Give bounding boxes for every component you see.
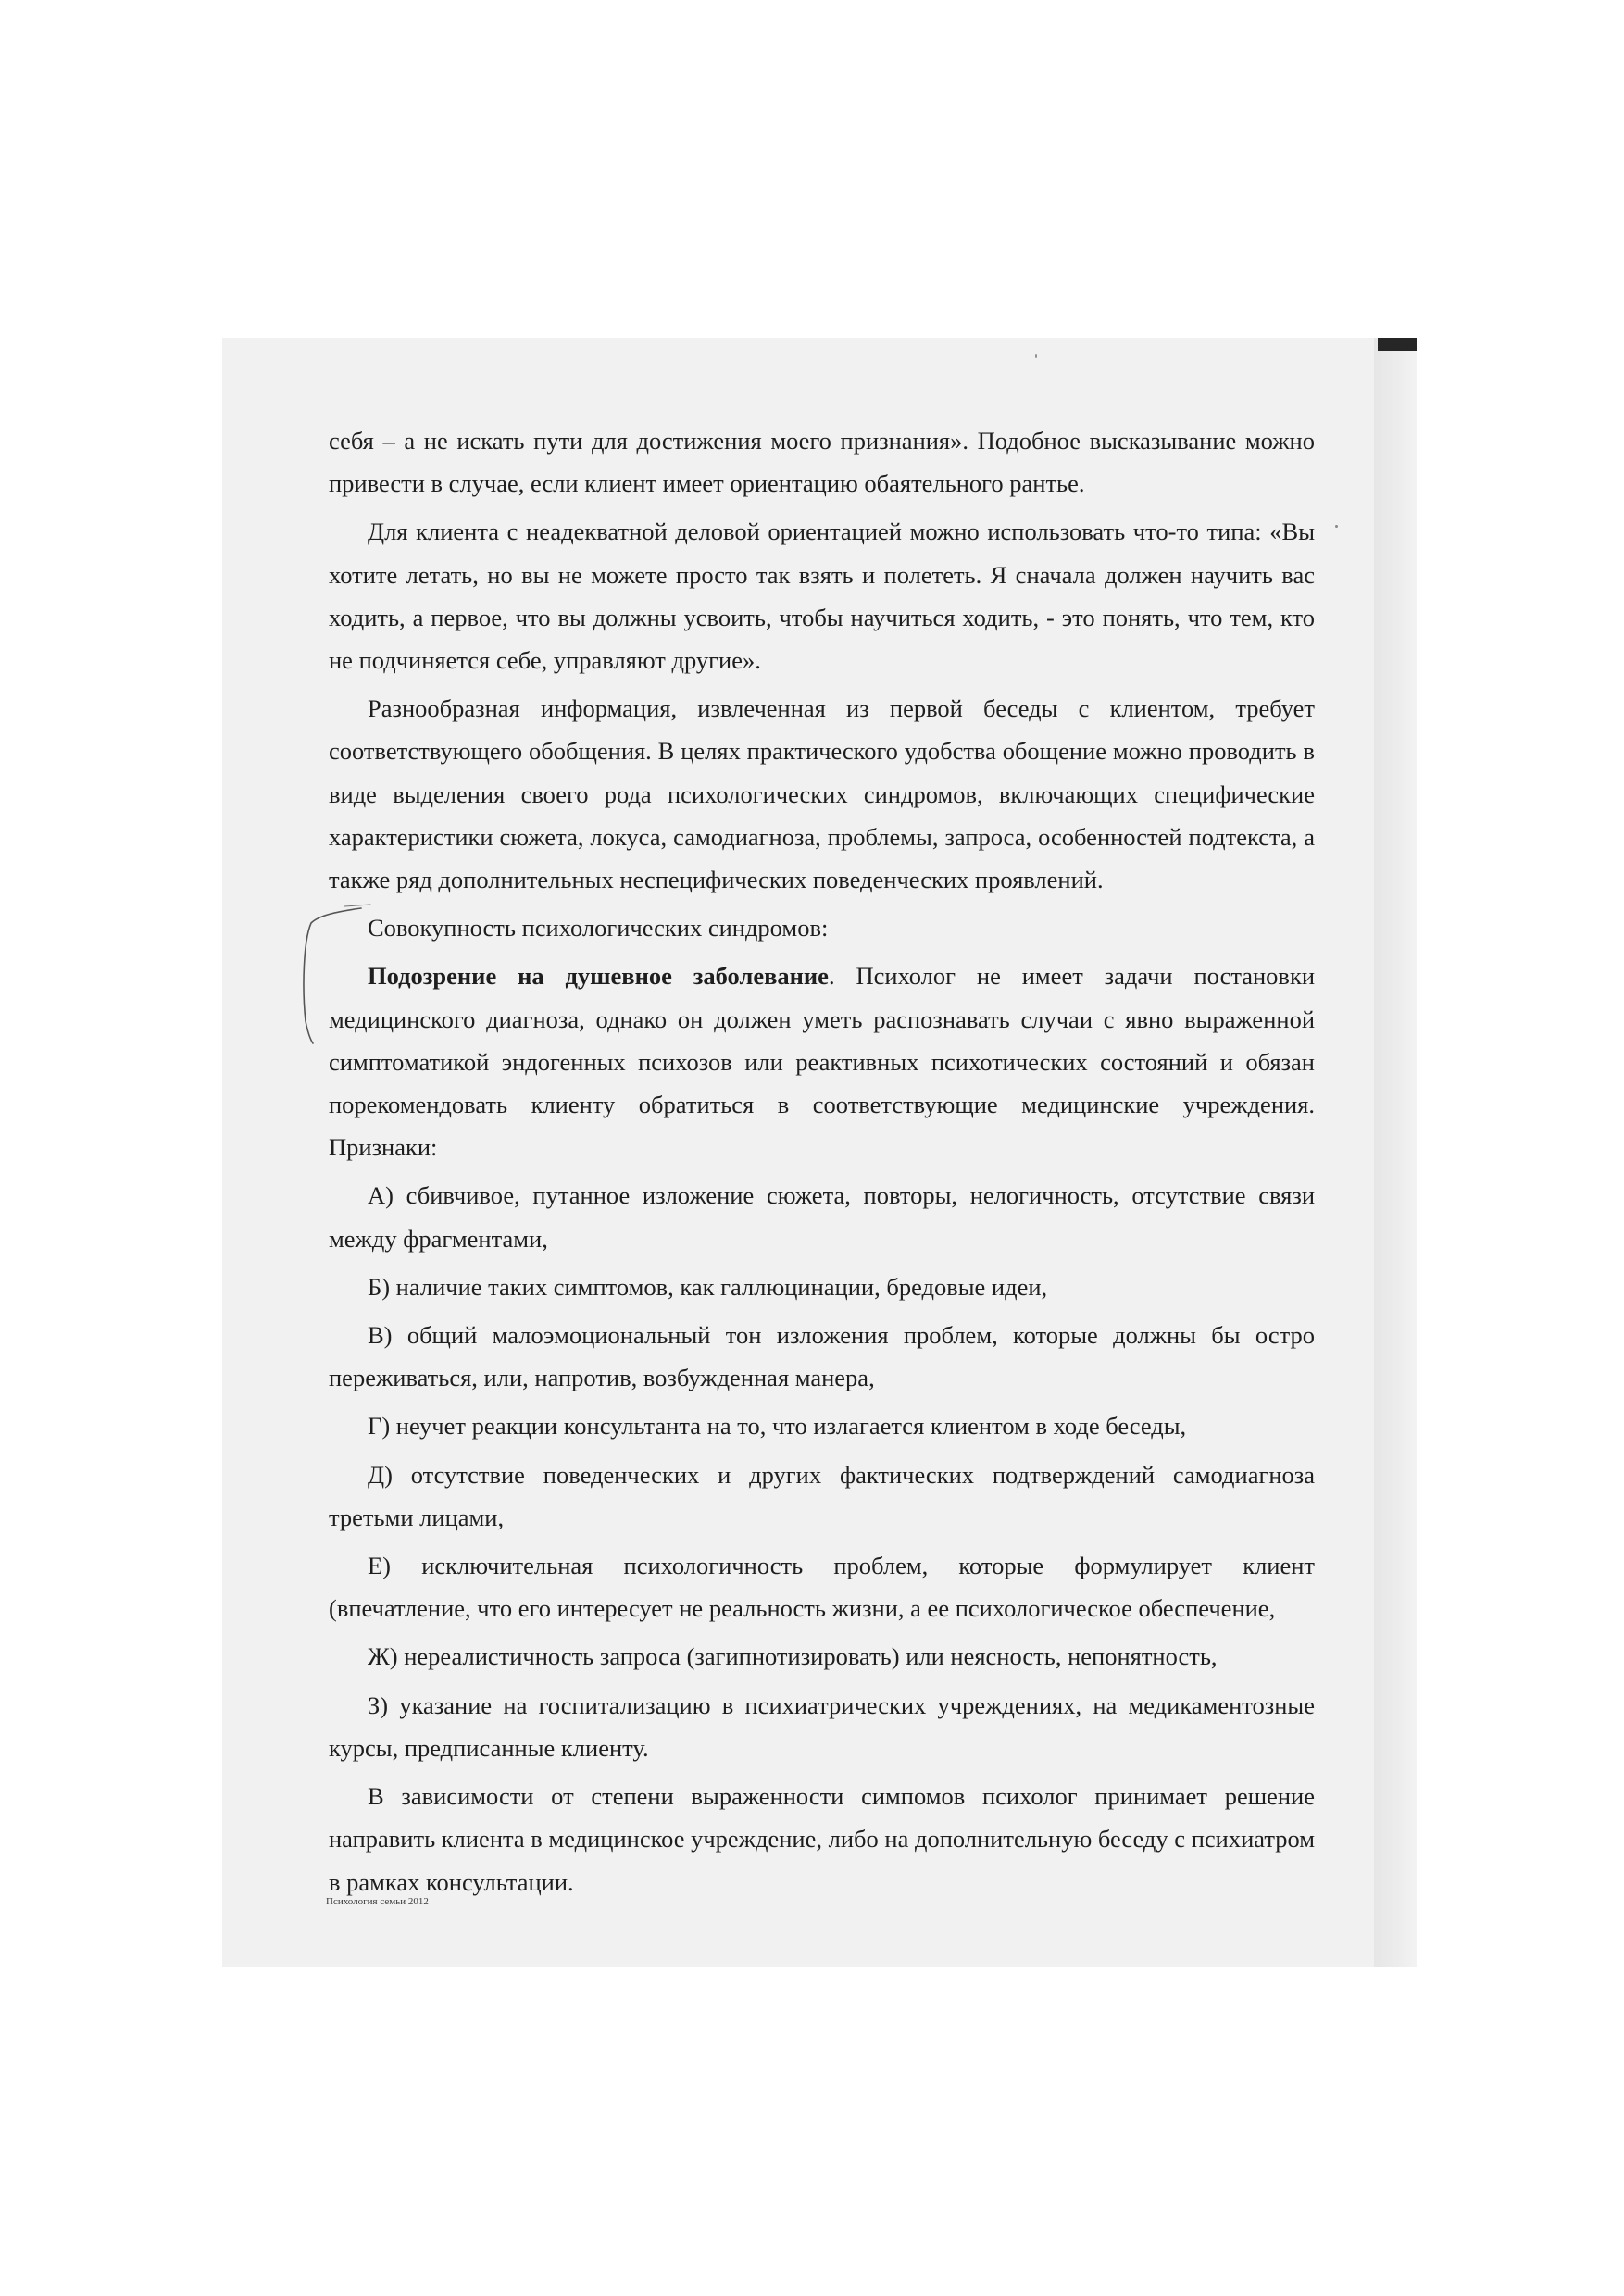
scan-speck <box>1035 354 1037 358</box>
list-item-text: В) общий малоэмоциональный тон изложения проблем, которые должны бы остро переживаться, или, напротив, возбужденная манера, <box>329 1321 1315 1392</box>
list-item <box>329 1404 1315 1447</box>
list-item <box>329 1684 1315 1769</box>
list-item-text: Г) неучет реакции консультанта на то, что излагается клиентом в ходе беседы, <box>368 1412 1187 1441</box>
list-item <box>329 1454 1315 1539</box>
scan-speck <box>1335 525 1338 528</box>
syndrome-heading: Подозрение на душевное заболевание <box>368 962 829 991</box>
paragraph <box>329 906 1315 949</box>
paragraph-text: Для клиента с неадекватной деловой ориентацией можно использовать что-то типа: «Вы хотите летать, но вы не можете просто так взять и полететь. Я сначала должен научить вас ходить, а первое, что вы должны усвоить, чтобы научиться ходить, - это понять, что тем, кто не подчиняется себе, управляют другие». <box>329 518 1315 675</box>
list-item-text: Б) наличие таких симптомов, как галлюцинации, бредовые идеи, <box>368 1272 1048 1301</box>
page-footer: Психология семьи 2012 <box>326 1896 429 1907</box>
list-item-text: А) сбивчивое, путанное изложение сюжета, повторы, нелогичность, отсутствие связи между фрагментами, <box>329 1181 1315 1253</box>
list-item-text: Д) отсутствие поведенческих и других фактических подтверждений самодиагноза третьми лицами, <box>329 1460 1315 1531</box>
paragraph <box>329 1775 1315 1903</box>
page-edge-mark <box>1378 338 1417 351</box>
list-item <box>329 1314 1315 1399</box>
paragraph-text: В зависимости от степени выраженности симпомов психолог принимает решение направить клиента в медицинское учреждение, либо на дополнительную беседу с психиатром в рамках консультации. <box>329 1782 1315 1896</box>
paragraph-text: Разнообразная информация, извлеченная из первой беседы с клиентом, требует соответствующего обобщения. В целях практического удобства обощение можно проводить в виде выделения своего рода психологических синдромов, включающих специфические характеристики сюжета, локуса, самодиагноза, проблемы, запроса, особенностей подтекста, а также ряд дополнительных неспецифических поведенческих проявлений. <box>329 694 1315 894</box>
section-intro-text: Совокупность психологических синдромов: <box>368 914 829 942</box>
page-edge-shadow <box>1374 338 1417 1967</box>
paragraph-text: . Психолог не имеет задачи постановки медицинского диагноза, однако он должен уметь распознавать случаи с явно выраженной симптоматикой эндогенных психозов или реактивных психотических состояний и обязан порекомендовать клиенту обратиться в соответствующие медицинские учреждения. Признаки: <box>329 962 1316 1162</box>
list-item <box>329 1635 1315 1678</box>
paragraph <box>329 687 1315 901</box>
list-item-text: Ж) нереалистичность запроса (загипнотизировать) или неясность, непонятность, <box>368 1642 1218 1671</box>
list-item <box>329 1544 1315 1629</box>
list-item <box>329 1266 1315 1308</box>
document-body <box>329 419 1315 1909</box>
paragraph-text: себя – а не искать пути для достижения моего признания». Подобное высказывание можно привести в случае, если клиент имеет ориентацию обаятельного рантье. <box>329 427 1315 498</box>
paragraph <box>329 955 1315 1168</box>
paragraph <box>329 419 1315 505</box>
list-item-text: Е) исключительная психологичность проблем, которые формулирует клиент (впечатление, что его интересует не реальность жизни, а ее психологическое обеспечение, <box>329 1552 1315 1623</box>
list-item-text: З) указание на госпитализацию в психиатрических учреждениях, на медикаментозные курсы, предписанные клиенту. <box>329 1691 1315 1762</box>
paragraph <box>329 510 1315 681</box>
list-item <box>329 1174 1315 1259</box>
